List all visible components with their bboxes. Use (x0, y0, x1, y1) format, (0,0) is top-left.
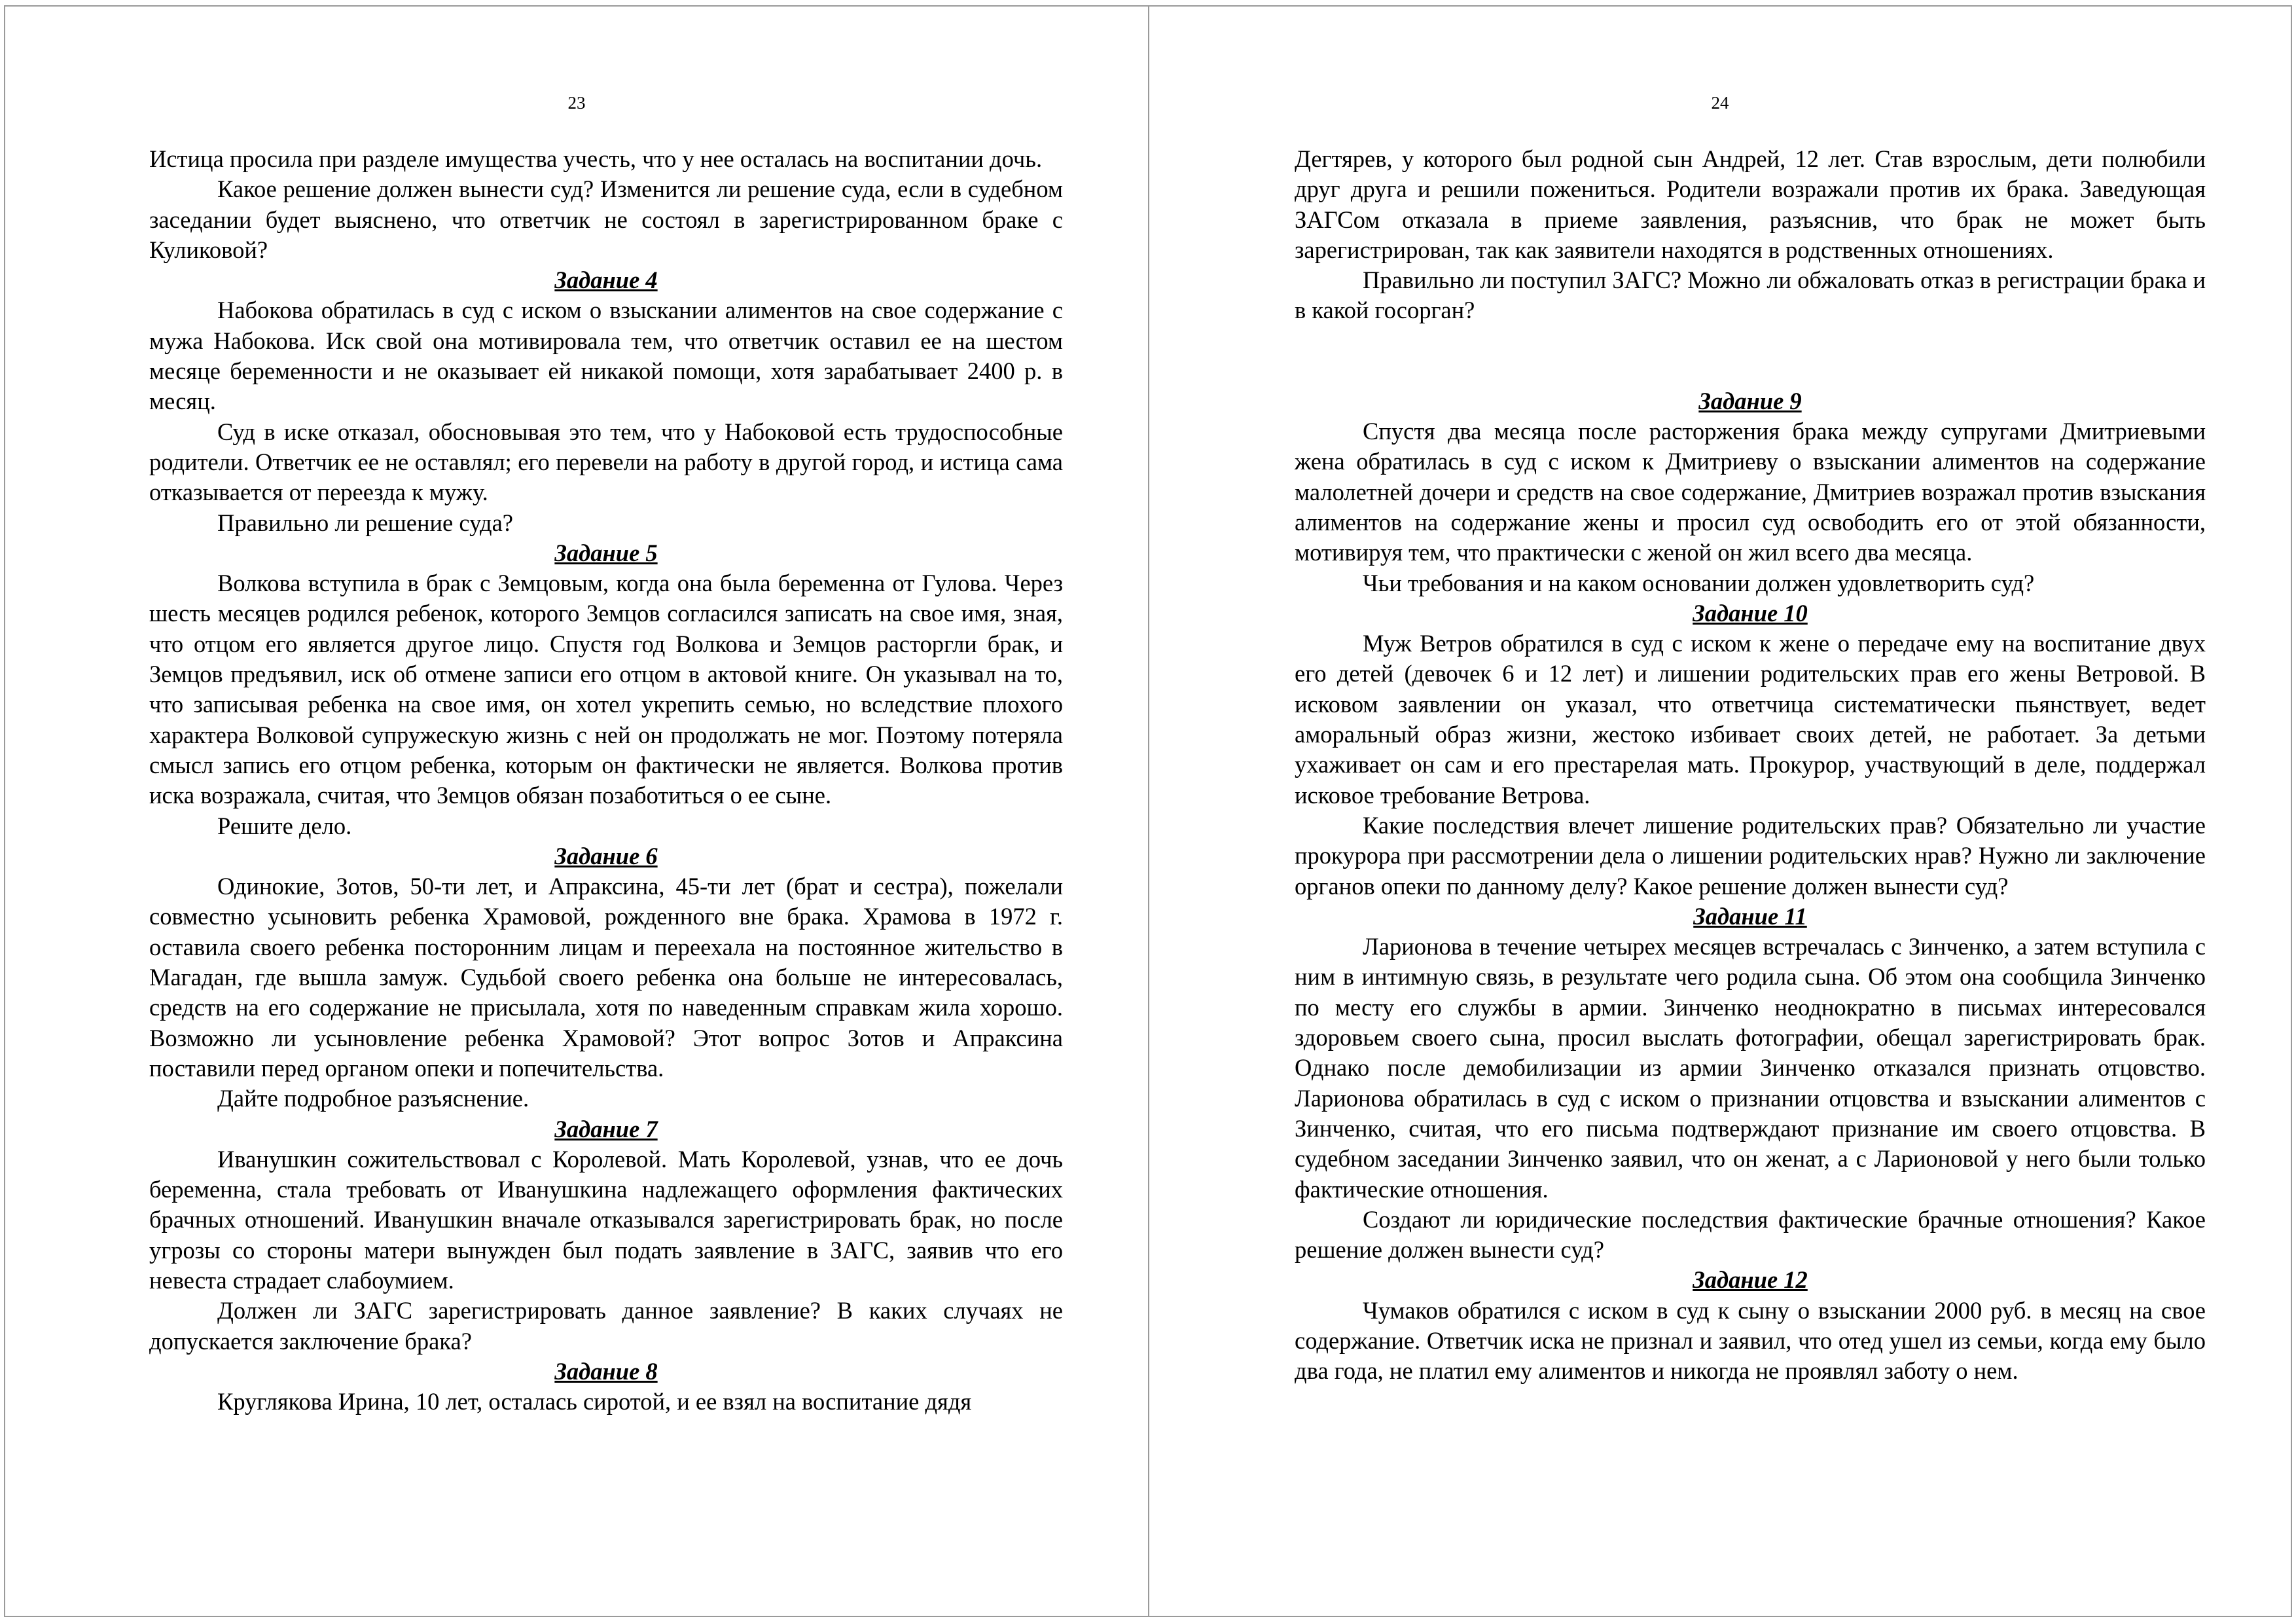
task-heading: Задание 12 (1693, 1266, 1808, 1294)
page-text (1295, 144, 2206, 1387)
right-page (1148, 5, 2292, 1617)
paragraph: Муж Ветров обратился в суд с иском к жене о передаче ему на воспитание двух его детей (девочек 6 и 12 лет) и лишении родительских прав его жены Ветровой. В исковом заявлении он указал, что ответчица систематически пьянствует, ведет аморальный образ жизни, жестоко избивает своих детей, не работает. За детьми ухаживает он сам и его престарелая мать. Прокурор, участвующий в деле, поддержал исковое требование Ветрова. (1295, 630, 2206, 809)
task-heading: Задание 11 (1693, 902, 1807, 930)
paragraph: Должен ли ЗАГС зарегистрировать данное заявление? В каких случаях не допускается заключение брака? (149, 1297, 1063, 1355)
paragraph: Дегтярев, у которого был родной сын Андрей, 12 лет. Став взрослым, дети полюбили друг друга и решили пожениться. Родители возражали против их брака. Заведующая ЗАГСом отказала в приеме заявления, разъяснив, что брак не может быть зарегистрирован, так как заявители находятся в родственных отношениях. (1295, 145, 2206, 263)
paragraph: Суд в иске отказал, обосновывая это тем, что у Набоковой есть трудоспособные родители. Ответчик ее не оставлял; его перевели на работу в другой город, и истица сама отказывается от переезда к мужу. (149, 418, 1063, 506)
task-heading: Задание 8 (554, 1357, 658, 1385)
task-heading: Задание 6 (554, 842, 658, 869)
page-number: 24 (1711, 93, 1729, 113)
paragraph: Чьи требования и на каком основании должен удовлетворить суд? (1363, 569, 2035, 596)
paragraph: Дайте подробное разъяснение. (217, 1085, 529, 1112)
spacer (1295, 326, 2206, 386)
task-heading: Задание 7 (554, 1115, 658, 1142)
page-number: 23 (567, 93, 586, 113)
paragraph: Ларионова в течение четырех месяцев встречалась с Зинченко, а затем вступила с ним в интимную связь, в результате чего родила сына. Об этом она сообщила Зинченко по месту его службы в армии. Зинченко неоднократно в письмах интересовался здоровьем своего сына, просил выслать фотографии, обещал зарегистрировать брак. Однако после демобилизации из армии Зинченко отказался признать отцовство. Ларионова обратилась в суд с иском о признании отцовства и взыскании алиментов с Зинченко, считая, что его письма подтверждают признание им своего отцовства. В судебном заседании Зинченко заявил, что он женат, а с Ларионовой у него были только фактические отношения. (1295, 933, 2206, 1203)
page-text (149, 144, 1063, 1417)
paragraph: Какие последствия влечет лишение родительских прав? Обязательно ли участие прокурора при рассмотрении дела о лишении родительских нрав? Нужно ли заключение органов опеки по данному делу? Какое решение должен вынести суд? (1295, 811, 2206, 900)
paragraph: Правильно ли поступил ЗАГС? Можно ли обжаловать отказ в регистрации брака и в какой госорган? (1295, 266, 2206, 324)
paragraph: Набокова обратилась в суд с иском о взыскании алиментов на свое содержание с мужа Набокова. Иск свой она мотивировала тем, что ответчик оставил ее на шестом месяце беременности и не оказывает ей никакой помощи, хотя зарабатывает 2400 р. в месяц. (149, 297, 1063, 415)
paragraph: Одинокие, Зотов, 50-ти лет, и Апраксина, 45-ти лет (брат и сестра), пожелали совместно усыновить ребенка Храмовой, рожденного вне брака. Храмова в 1972 г. оставила своего ребенка посторонним лицам и переехала на постоянное жительство в Магадан, где вышла замуж. Судьбой своего ребенка она больше не интересовалась, средств на его содержание не присылала, хотя по наведенным справкам жила хорошо. Возможно ли усыновление ребенка Храмовой? Этот вопрос Зотов и Апраксина поставили перед органом опеки и попечительства. (149, 873, 1063, 1082)
task-heading: Задание 9 (1698, 387, 1802, 414)
paragraph: Иванушкин сожительствовал с Королевой. Мать Королевой, узнав, что ее дочь беременна, стала требовать от Иванушкина надлежащего оформления фактических брачных отношений. Иванушкин вначале отказывался зарегистрировать брак, но после угрозы со стороны матери вынужден был подать заявление в ЗАГС, заявив что его невеста страдает слабоумием. (149, 1145, 1063, 1294)
paragraph: Истица просила при разделе имущества учесть, что у нее осталась на воспитании дочь. (149, 145, 1043, 172)
task-heading: Задание 10 (1693, 599, 1808, 627)
paragraph: Круглякова Ирина, 10 лет, осталась сиротой, и ее взял на воспитание дядя (217, 1388, 972, 1415)
paragraph: Создают ли юридические последствия фактические брачные отношения? Какое решение должен вынести суд? (1295, 1205, 2206, 1264)
paragraph: Чумаков обратился с иском в суд к сыну о взыскании 2000 руб. в месяц на свое содержание. Ответчик иска не признал и заявил, что отед ушел из семьи, когда ему было два года, не платил ему алиментов и никогда не проявлял заботу о нем. (1295, 1296, 2206, 1385)
paragraph: Спустя два месяца после расторжения брака между супругами Дмитриевыми жена обратилась в суд с иском к Дмитриеву о взыскании алиментов на содержание малолетней дочери и средств на свое содержание, Дмитриев возражал против взыскания алиментов на содержание жены и просил суд освободить его от этой обязанности, мотивируя тем, что практически с женой он жил всего два месяца. (1295, 418, 2206, 566)
paragraph: Правильно ли решение суда? (217, 509, 514, 536)
paragraph: Какое решение должен вынести суд? Изменится ли решение суда, если в судебном заседании будет выяснено, что ответчик не состоял в зарегистрированном браке с Куликовой? (149, 175, 1063, 263)
paragraph: Волкова вступила в брак с Земцовым, когда она была беременна от Гулова. Через шесть месяцев родился ребенок, которого Земцов согласился записать на свое имя, зная, что отцом его является другое лицо. Спустя год Волкова и Земцов расторгли брак, и Земцов предъявил, иск об отмене записи его отцом в актовой книге. Он указывал на то, что записывая ребенка на свое имя, он хотел укрепить семью, но вследствие плохого характера Волковой супружескую жизнь с ней он продолжать не мог. Поэтому потеряла смысл запись его отцом ребенка, которым он фактически не является. Волкова против иска возражала, считая, что Земцов обязан позаботиться о ее сыне. (149, 570, 1063, 809)
task-heading: Задание 5 (554, 539, 658, 566)
left-page (4, 5, 1149, 1617)
task-heading: Задание 4 (554, 266, 658, 294)
paragraph: Решите дело. (217, 812, 352, 839)
